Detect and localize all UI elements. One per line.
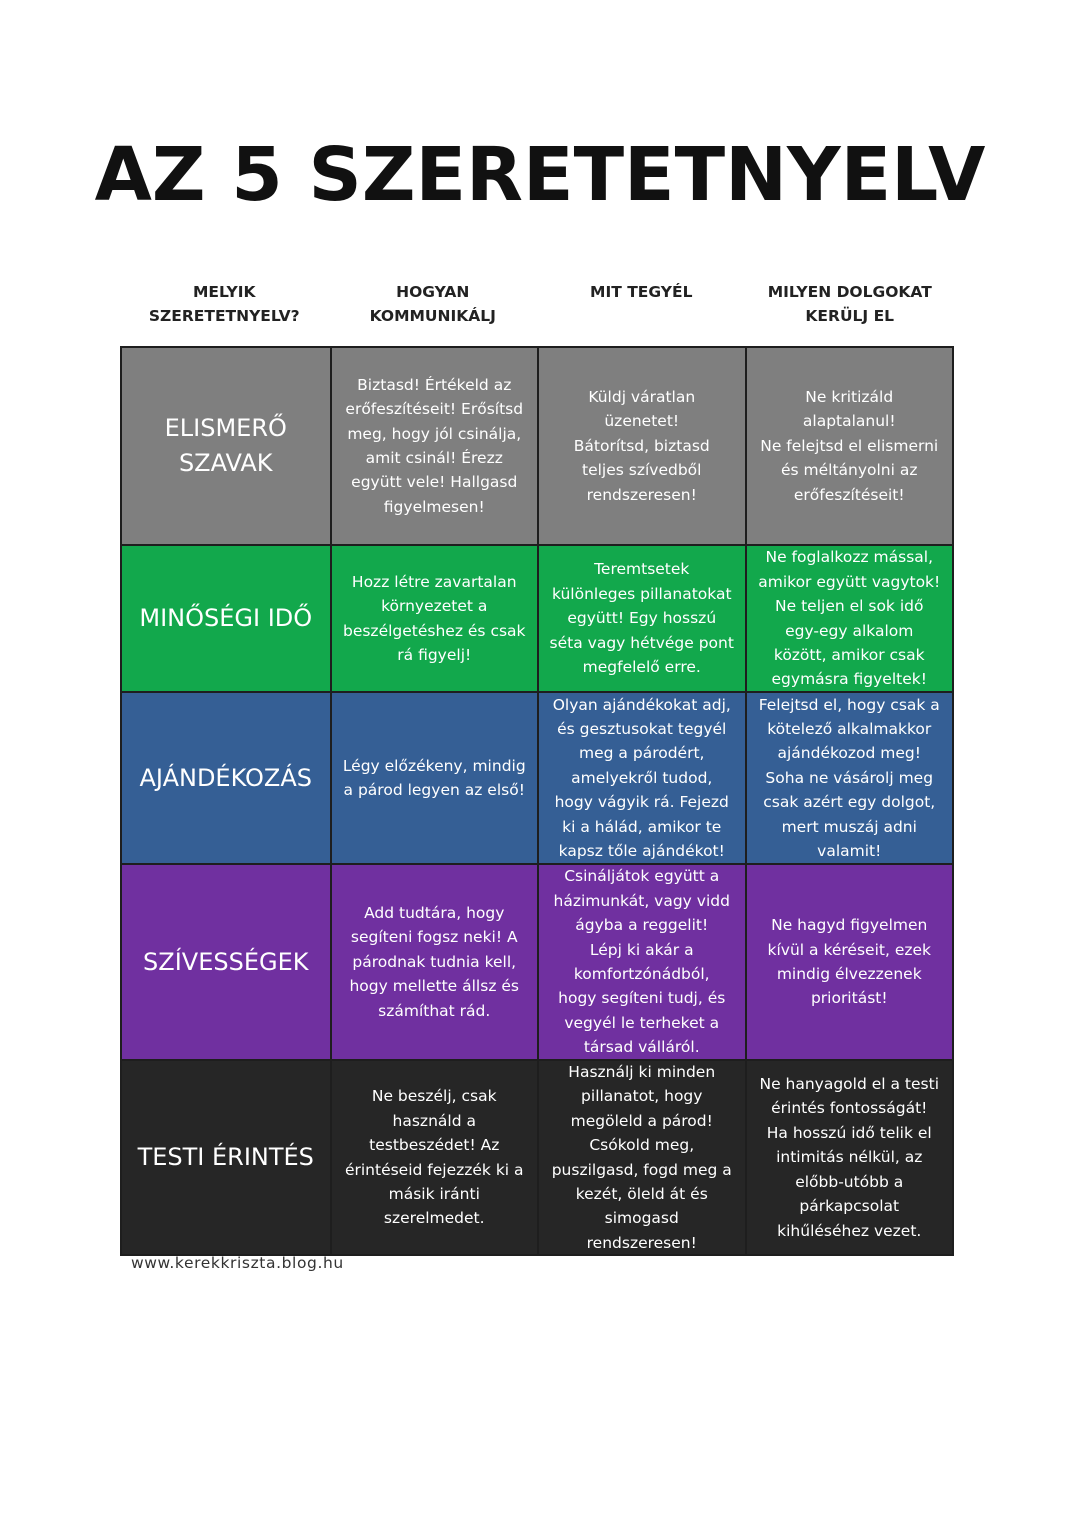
row-communicate: Légy előzékeny, mindig a párod legyen az első! (330, 693, 538, 863)
row-communicate: Biztasd! Értékeld az erőfeszítéseit! Erősítsd meg, hogy jól csinálja, amit csinál! Érezz együtt vele! Hallgasd figyelmesen! (330, 348, 538, 544)
row-communicate: Hozz létre zavartalan környezetet a beszélgetéshez és csak rá figyelj! (330, 546, 538, 691)
row-avoid: Felejtsd el, hogy csak a kötelező alkalmakkor ajándékozod meg! Soha ne vásárolj meg csak azért egy dolgot, mert muszáj adni valamit! (745, 693, 953, 863)
table-row (122, 544, 952, 691)
table-row (122, 1059, 952, 1254)
row-avoid: Ne hagyd figyelmen kívül a kéréseit, ezek mindig élvezzenek prioritást! (745, 865, 953, 1059)
row-avoid: Ne foglalkozz mással, amikor együtt vagytok! Ne teljen el sok idő egy-egy alkalom között, amikor csak egymásra figyeltek! (745, 546, 953, 691)
table-header (120, 280, 954, 340)
row-communicate: Ne beszélj, csak használd a testbeszédet! Az érintéseid fejezzék ki a másik iránti szerelmedet. (330, 1061, 538, 1254)
header-language: MELYIK SZERETETNYELV? (148, 283, 300, 325)
table-row (122, 348, 952, 544)
header-avoid: MILYEN DOLGOKAT KERÜLJ EL (767, 283, 932, 325)
row-do: Teremtsetek különleges pillanatokat együtt! Egy hosszú séta vagy hétvége pont megfelelő erre. (537, 546, 745, 691)
row-name: ELISMERŐ SZAVAK (164, 414, 287, 477)
row-avoid: Ne hanyagold el a testi érintés fontosságát! Ha hosszú idő telik el intimitás nélkül, az előbb-utóbb a párkapcsolat kihűléséhez vezet. (745, 1061, 953, 1254)
row-do: Olyan ajándékokat adj, és gesztusokat tegyél meg a párodért, amelyekről tudod, hogy vágyik rá. Fejezd ki a hálád, amikor te kapsz tőle ajándékot! (537, 693, 745, 863)
love-languages-table (120, 346, 954, 1256)
source-url: www.kerekkriszta.blog.hu (131, 1254, 344, 1272)
row-do: Csináljátok együtt a házimunkát, vagy vidd ágyba a reggelit! Lépj ki akár a komfortzónádból, hogy segíteni tudj, és vegyél le terheket a társad válláról. (537, 865, 745, 1059)
row-name: TESTI ÉRINTÉS (137, 1143, 314, 1171)
table-row (122, 691, 952, 863)
header-communicate: HOGYAN KOMMUNIKÁLJ (369, 283, 496, 325)
table-row (122, 863, 952, 1059)
row-avoid: Ne kritizáld alaptalanul! Ne felejtsd el elismerni és méltányolni az erőfeszítéseit! (745, 348, 953, 544)
row-name: SZÍVESSÉGEK (143, 947, 309, 976)
row-name: MINŐSÉGI IDŐ (139, 604, 313, 632)
page-title: AZ 5 SZERETETNYELV (94, 132, 986, 218)
header-do: MIT TEGYÉL (590, 283, 693, 301)
row-do: Használj ki minden pillanatot, hogy megöleld a párod! Csókold meg, puszilgasd, fogd meg a kezét, öleld át és simogasd rendszeresen! (537, 1061, 745, 1254)
row-name: AJÁNDÉKOZÁS (139, 763, 312, 792)
row-communicate: Add tudtára, hogy segíteni fogsz neki! A párodnak tudnia kell, hogy mellette állsz és számíthat rád. (330, 865, 538, 1059)
row-do: Küldj váratlan üzenetet! Bátorítsd, biztasd teljes szívedből rendszeresen! (537, 348, 745, 544)
